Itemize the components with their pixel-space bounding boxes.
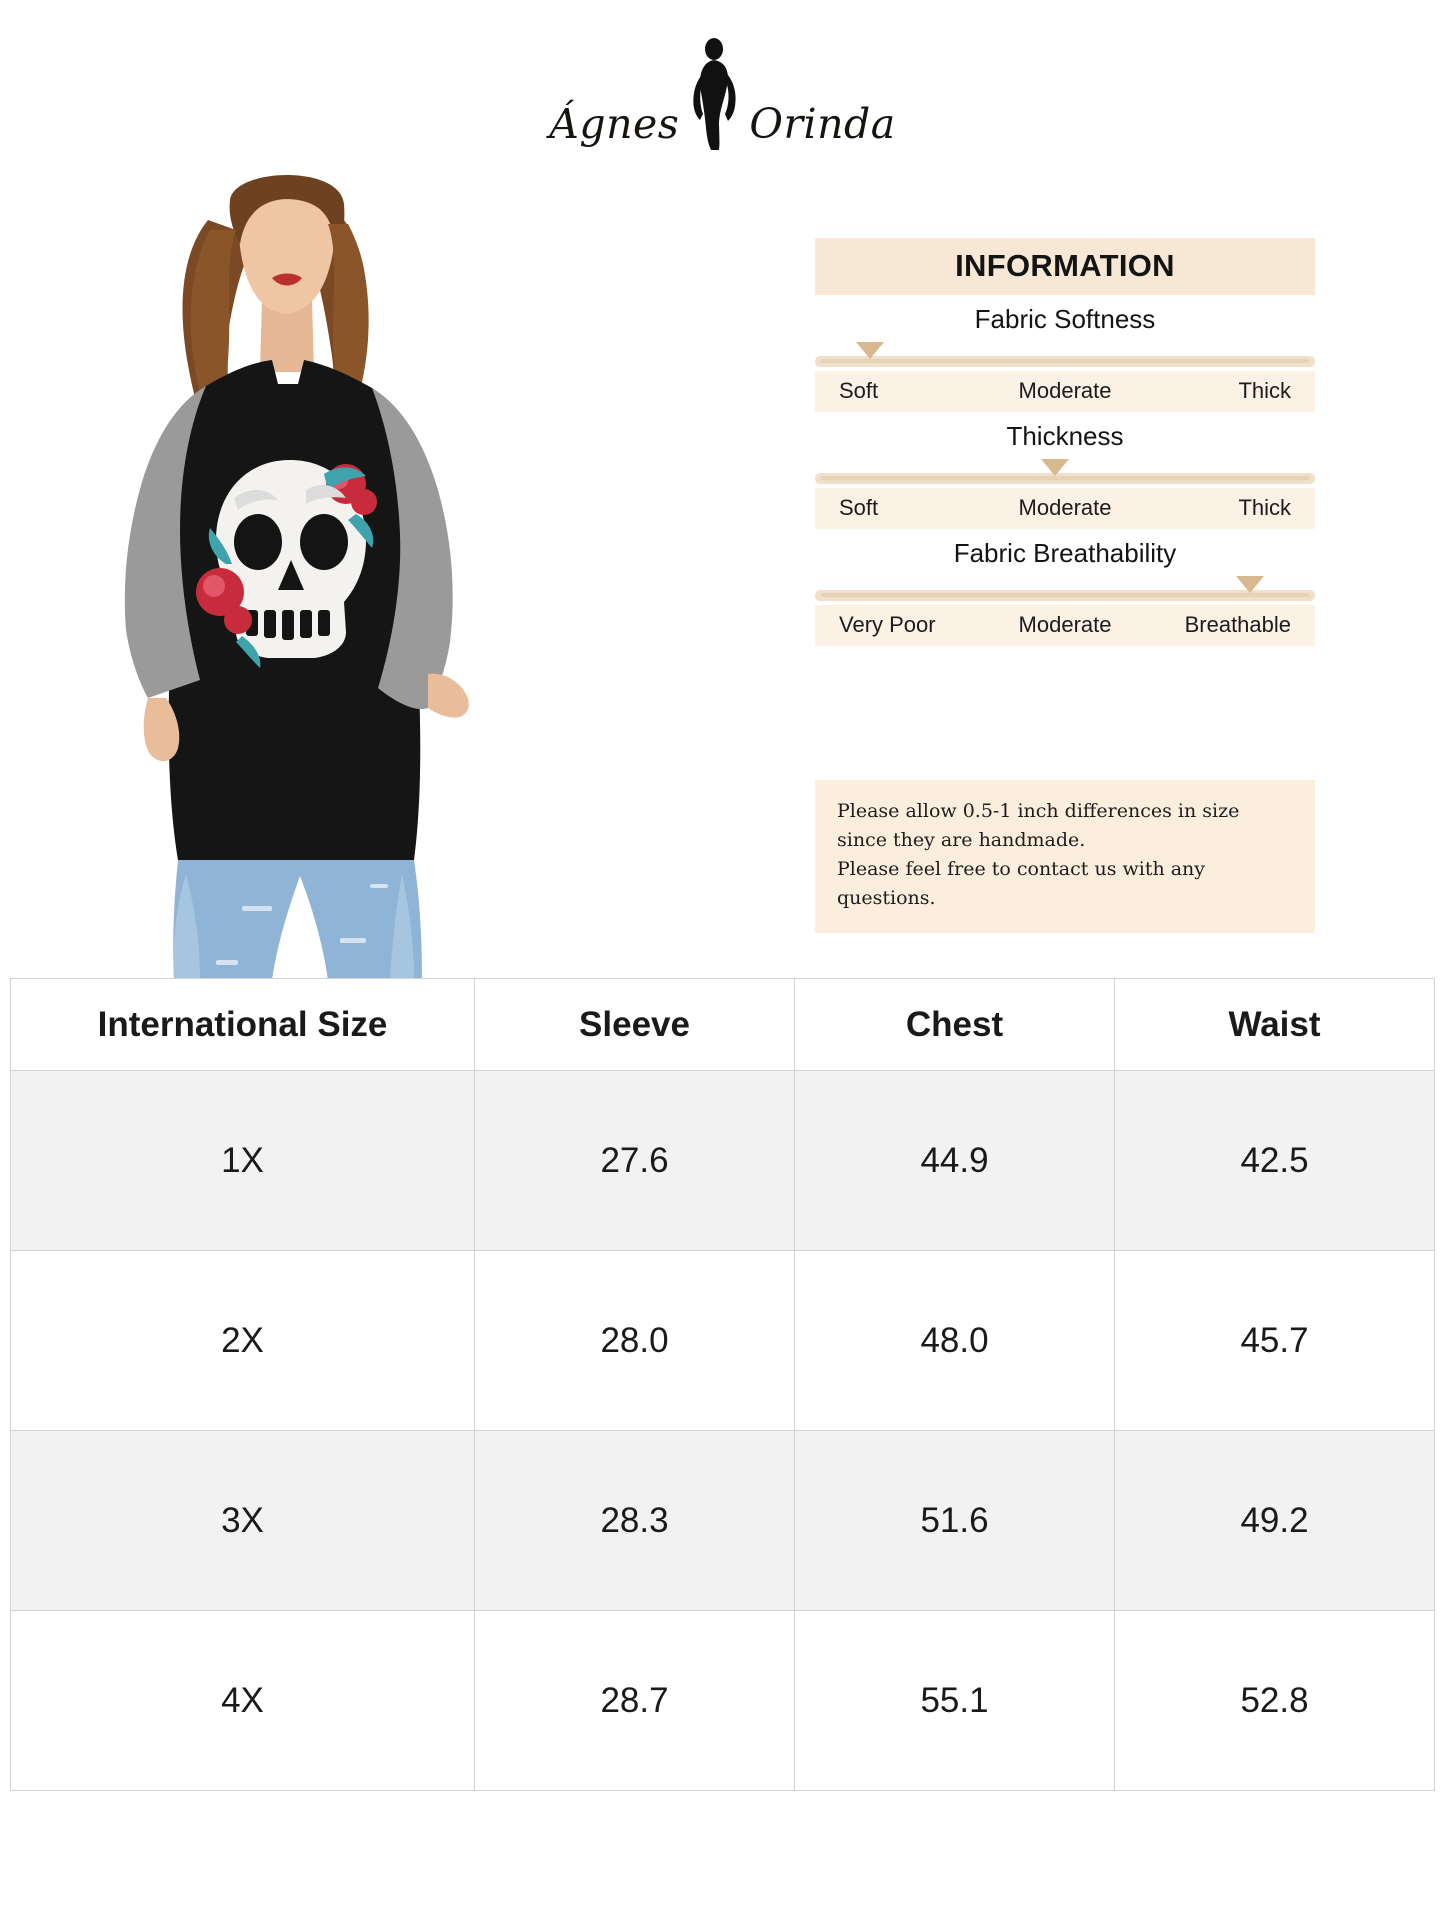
cell-size: 2X: [11, 1251, 475, 1431]
information-panel: [815, 238, 1315, 646]
cell-chest: 44.9: [795, 1071, 1115, 1251]
meter-pointer-icon: [856, 342, 884, 359]
table-row: [11, 1251, 1435, 1431]
column-header-international-size: International Size: [11, 979, 475, 1071]
column-header-waist: Waist: [1115, 979, 1435, 1071]
meter-title: Thickness: [1006, 421, 1124, 451]
cell-sleeve: 27.6: [475, 1071, 795, 1251]
meter-label-low: Very Poor: [839, 612, 936, 637]
brand-logo: [0, 28, 1445, 158]
meter-label-low: Soft: [839, 378, 879, 403]
meter-label-low: Soft: [839, 495, 879, 520]
brand-name-right: Orinda: [749, 99, 896, 148]
meter-bar-wrap: [815, 454, 1315, 488]
cell-waist: 49.2: [1115, 1431, 1435, 1611]
cell-waist: 42.5: [1115, 1071, 1435, 1251]
cell-size: 4X: [11, 1611, 475, 1791]
meter-label-mid: Moderate: [1018, 495, 1112, 520]
meter-bar-wrap: [815, 337, 1315, 371]
information-header: INFORMATION: [815, 238, 1315, 295]
size-note: [815, 780, 1315, 933]
woman-silhouette-icon: [685, 36, 743, 151]
table-header-row: [11, 979, 1435, 1071]
meter-fabric-breathability: [815, 538, 1315, 646]
cell-sleeve: 28.3: [475, 1431, 795, 1611]
meter-pointer-icon: [1041, 459, 1069, 476]
meter-label-high: Thick: [1238, 378, 1292, 403]
cell-sleeve: 28.0: [475, 1251, 795, 1431]
column-header-sleeve: Sleeve: [475, 979, 795, 1071]
meter-label-high: Thick: [1238, 495, 1292, 520]
meter-track: [815, 356, 1315, 367]
meter-bar-wrap: [815, 571, 1315, 605]
cell-waist: 45.7: [1115, 1251, 1435, 1431]
meter-title: Fabric Breathability: [953, 538, 1177, 568]
note-line-1: Please allow 0.5-1 inch differences in size: [837, 800, 1240, 822]
table-row: [11, 1071, 1435, 1251]
table-row: [11, 1611, 1435, 1791]
meter-labels: [815, 605, 1315, 646]
brand-name-left: Ágnes: [549, 99, 680, 148]
meter-label-mid: Moderate: [1018, 378, 1112, 403]
note-line-2: since they are handmade.: [837, 828, 1086, 851]
meter-label-high: Breathable: [1184, 612, 1292, 637]
meter-title: Fabric Softness: [974, 304, 1156, 334]
product-photo: [10, 160, 640, 980]
meter-label-mid: Moderate: [1018, 612, 1112, 637]
column-header-chest: Chest: [795, 979, 1115, 1071]
cell-size: 3X: [11, 1431, 475, 1611]
table-row: [11, 1431, 1435, 1611]
cell-chest: 48.0: [795, 1251, 1115, 1431]
meter-pointer-icon: [1236, 576, 1264, 593]
note-line-3: Please feel free to contact us with any questions.: [837, 857, 1206, 909]
cell-sleeve: 28.7: [475, 1611, 795, 1791]
meter-labels: [815, 371, 1315, 412]
cell-chest: 51.6: [795, 1431, 1115, 1611]
cell-waist: 52.8: [1115, 1611, 1435, 1791]
size-chart-table: [10, 978, 1435, 1791]
cell-size: 1X: [11, 1071, 475, 1251]
meter-labels: [815, 488, 1315, 529]
cell-chest: 55.1: [795, 1611, 1115, 1791]
meter-fabric-softness: [815, 304, 1315, 412]
meter-thickness: [815, 421, 1315, 529]
